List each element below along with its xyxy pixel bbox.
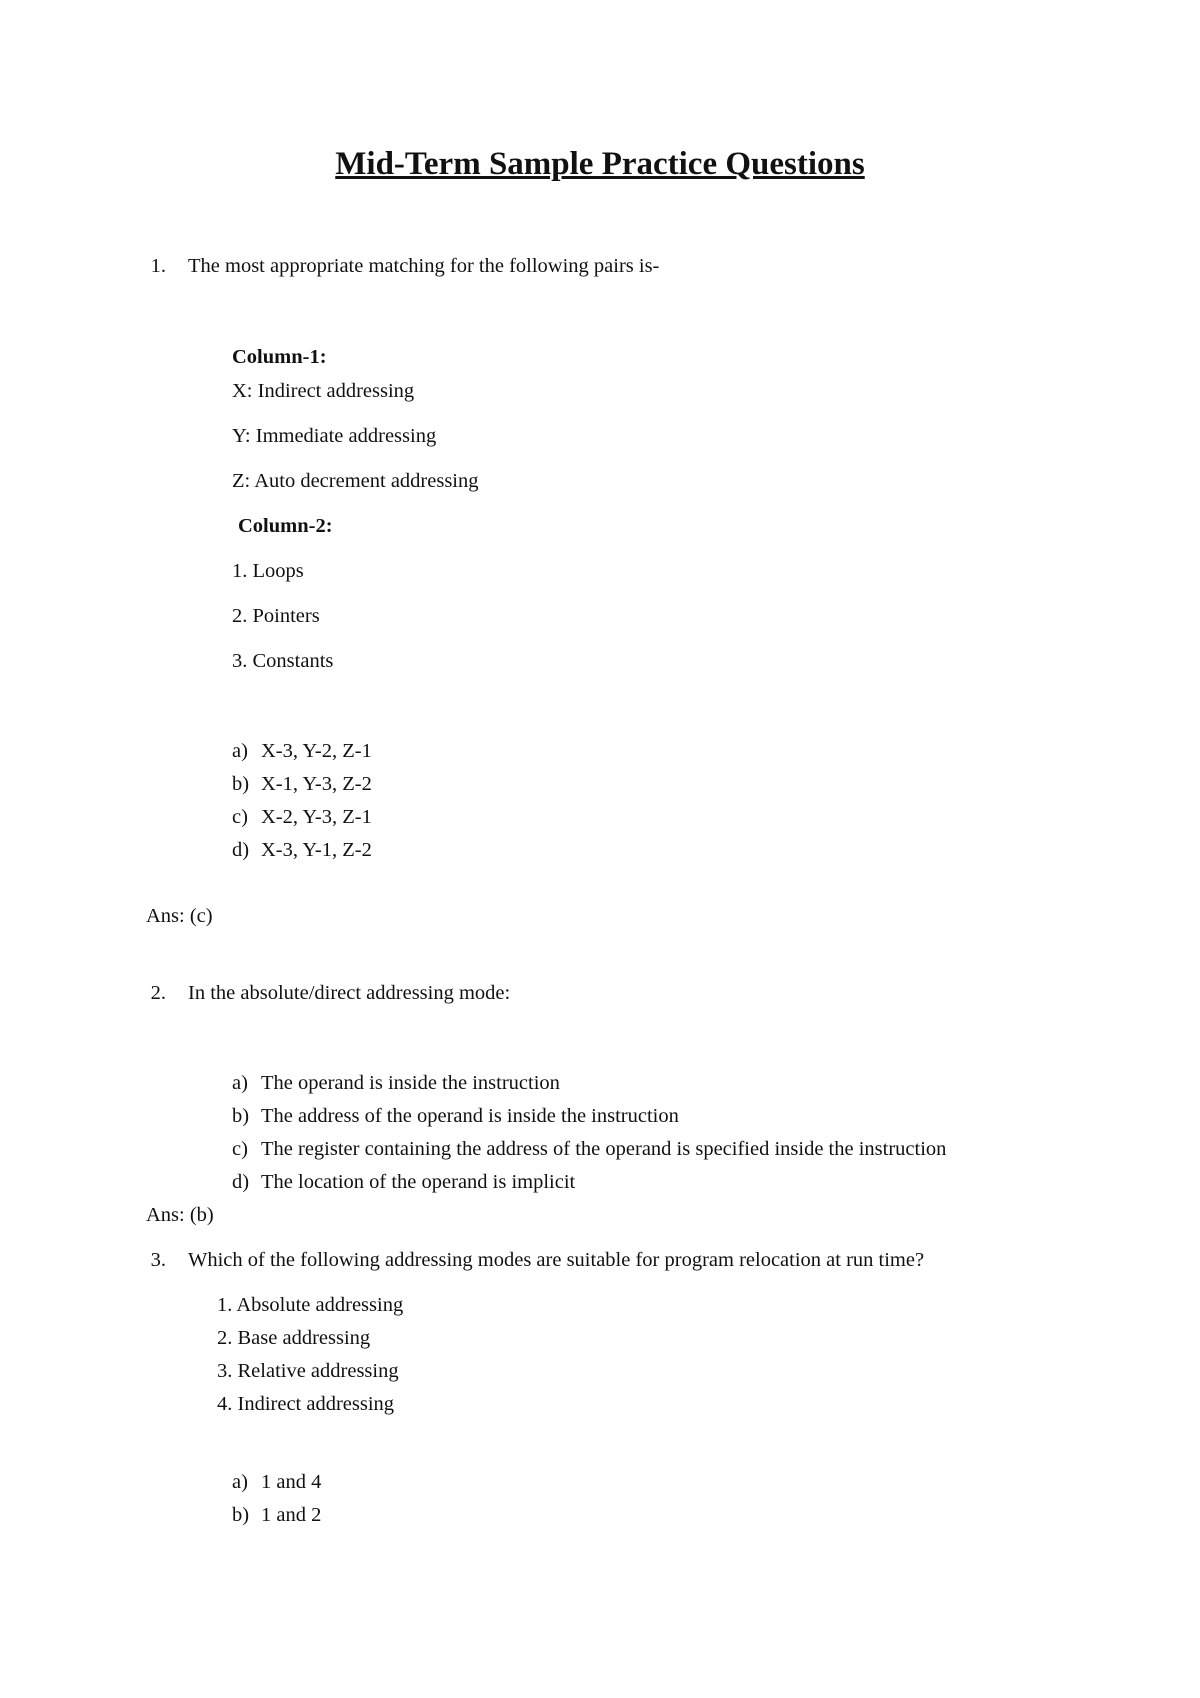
list-item: Z: Auto decrement addressing xyxy=(232,470,479,492)
question-number: 3. xyxy=(150,1249,166,1271)
list-item: 2. Base addressing xyxy=(217,1327,371,1349)
list-item: 4. Indirect addressing xyxy=(217,1393,395,1415)
option-text: 1 and 2 xyxy=(261,1504,322,1526)
option-label: b) xyxy=(232,1504,250,1526)
question-text: Which of the following addressing modes are suitable for program relocation at run time? xyxy=(188,1249,925,1271)
option-label: a) xyxy=(232,740,248,762)
option-text: X-2, Y-3, Z-1 xyxy=(261,806,372,828)
option-text: X-1, Y-3, Z-2 xyxy=(261,773,372,795)
list-item: 1. Absolute addressing xyxy=(217,1294,404,1316)
option-label: b) xyxy=(232,773,250,795)
page-title: Mid-Term Sample Practice Questions xyxy=(335,146,865,182)
list-item: 3. Relative addressing xyxy=(217,1360,399,1382)
question-number: 1. xyxy=(150,255,166,277)
option-label: d) xyxy=(232,839,250,861)
option-text: 1 and 4 xyxy=(261,1471,322,1493)
column-heading: Column-2: xyxy=(238,515,333,537)
option-text: The location of the operand is implicit xyxy=(261,1171,576,1193)
question-text: In the absolute/direct addressing mode: xyxy=(188,982,511,1004)
answer: Ans: (c) xyxy=(146,905,213,927)
option-text: The register containing the address of the operand is specified inside the instruction xyxy=(261,1138,947,1160)
answer: Ans: (b) xyxy=(146,1204,214,1226)
list-item: 3. Constants xyxy=(232,650,334,672)
option-label: b) xyxy=(232,1105,250,1127)
option-label: a) xyxy=(232,1471,248,1493)
option-label: c) xyxy=(232,806,248,828)
option-label: d) xyxy=(232,1171,250,1193)
option-label: c) xyxy=(232,1138,248,1160)
list-item: 2. Pointers xyxy=(232,605,320,627)
option-label: a) xyxy=(232,1072,248,1094)
column-heading: Column-1: xyxy=(232,346,327,368)
question-text: The most appropriate matching for the following pairs is- xyxy=(188,255,660,277)
option-text: X-3, Y-1, Z-2 xyxy=(261,839,372,861)
question-number: 2. xyxy=(150,982,166,1004)
option-text: X-3, Y-2, Z-1 xyxy=(261,740,372,762)
list-item: Y: Immediate addressing xyxy=(232,425,437,447)
option-text: The operand is inside the instruction xyxy=(261,1072,560,1094)
list-item: 1. Loops xyxy=(232,560,304,582)
list-item: X: Indirect addressing xyxy=(232,380,415,402)
option-text: The address of the operand is inside the instruction xyxy=(261,1105,679,1127)
